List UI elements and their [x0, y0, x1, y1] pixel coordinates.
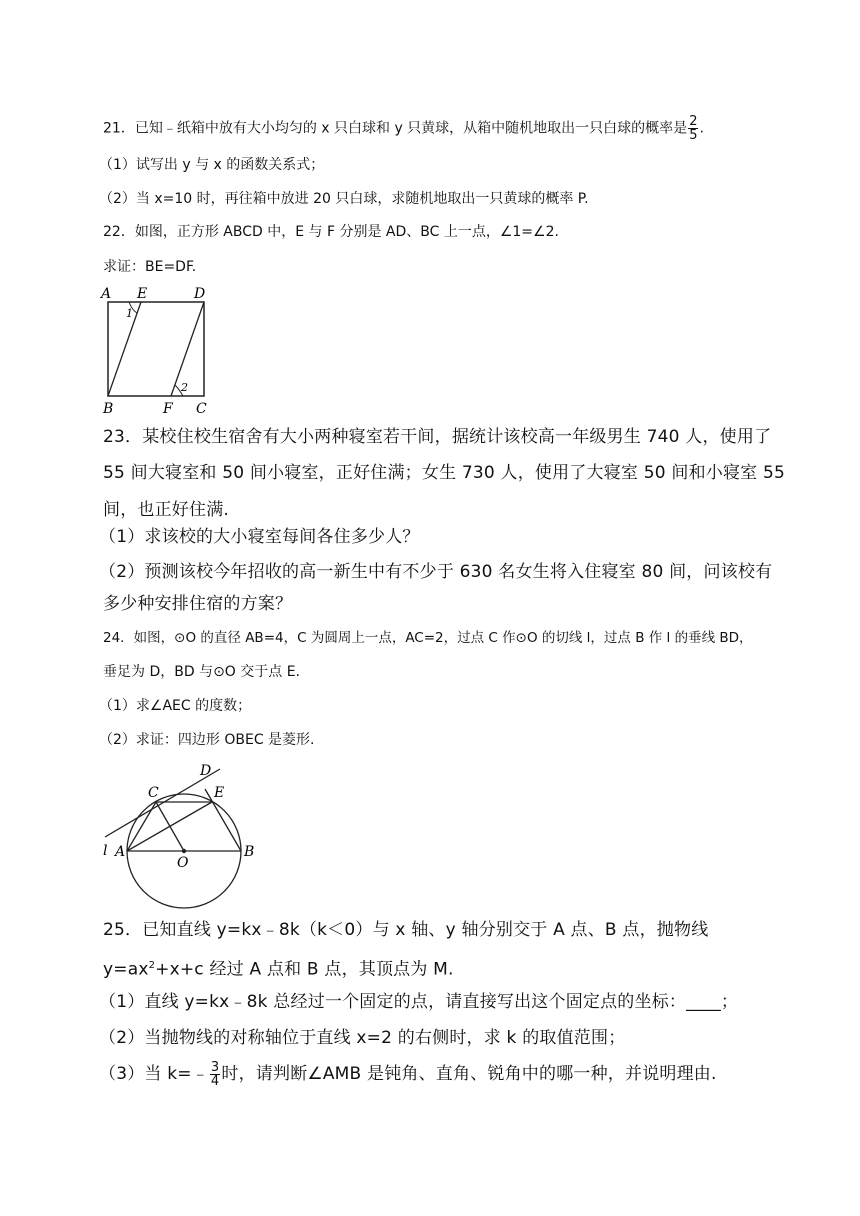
q23-part-2b: 多少种安排住宿的方案？ [103, 594, 293, 614]
label-e: E [214, 785, 225, 801]
segment-ae [127, 802, 212, 851]
label-d: D [200, 763, 212, 779]
q24-line-1: 24．如图，⊙O 的直径 AB=4，C 为圆周上一点，AC=2，过点 C 作⊙O 的切线 l，过点 B 作 l 的垂线 BD， [103, 630, 753, 646]
q24-line-2: 垂足为 D，BD 与⊙O 交于点 E. [103, 664, 301, 680]
label-c: C [148, 785, 159, 801]
q25-fraction-numerator: 3 [210, 1059, 220, 1075]
label-f: F [163, 401, 173, 417]
q25-line-2 [103, 956, 454, 980]
label-angle-2: 2 [181, 381, 188, 394]
label-e: E [137, 286, 148, 302]
q24-part-1: （1）求∠AEC 的度数； [99, 698, 252, 714]
q25-part-1: （1）直线 y=kx﹣8k 总经过一个固定的点，请直接写出这个固定点的坐标：____； [99, 992, 739, 1012]
segment-ac [127, 802, 156, 851]
q21-part-1: （1）试写出 y 与 x 的函数关系式； [99, 157, 325, 173]
q25-line-2-b: +x+c 经过 A 点和 B 点，其顶点为 M. [155, 959, 454, 980]
label-b: B [103, 401, 114, 417]
label-d: D [194, 286, 206, 302]
label-c: C [196, 401, 207, 417]
q23-line-1: 23．某校住校生宿舍有大小两种寝室若干间，据统计该校高一年级男生 740 人，使用了 [103, 427, 772, 447]
q22-stem: 22．如图，正方形 ABCD 中，E 与 F 分别是 AD、BC 上一点，∠1=∠2. [103, 224, 559, 240]
q25-part-3-a: （3）当 k=﹣ [99, 1064, 209, 1084]
q21-stem-text: 21．已知﹣纸箱中放有大小均匀的 x 只白球和 y 只黄球，从箱中随机地取出一只白球的概率是 [103, 120, 688, 137]
label-b: B [244, 844, 255, 860]
label-l: l [103, 843, 108, 859]
q21-stem [103, 115, 704, 142]
label-a: A [101, 286, 112, 302]
q25-part-2: （2）当抛物线的对称轴位于直线 x=2 的右侧时，求 k 的取值范围； [99, 1028, 626, 1048]
q22-square-figure [95, 283, 225, 418]
q25-part-3-b: 时，请判断∠AMB 是钝角、直角、锐角中的哪一种，并说明理由. [221, 1064, 717, 1084]
q25-fraction [210, 1061, 220, 1088]
q25-exponent: 2 [148, 960, 156, 971]
q21-stem-end: . [699, 120, 704, 137]
q23-line-3: 间，也正好住满. [103, 500, 230, 520]
q21-fraction-denominator: 5 [689, 128, 698, 143]
q21-fraction [688, 115, 698, 142]
q24-circle-figure [100, 757, 265, 912]
label-a: A [115, 844, 126, 860]
q23-line-2: 55 间大寝室和 50 间小寝室，正好住满；女生 730 人，使用了大寝室 50 间和小寝室 55 [103, 463, 786, 483]
label-o: O [177, 855, 189, 871]
q25-fraction-denominator: 4 [210, 1073, 220, 1089]
q23-part-1: （1）求该校的大小寝室每间各住多少人？ [99, 527, 420, 547]
center-point-o [182, 849, 186, 853]
q24-part-2: （2）求证：四边形 OBEC 是菱形. [99, 732, 315, 748]
label-angle-1: 1 [126, 307, 133, 320]
q25-line-2-a: y=ax [103, 959, 149, 980]
q21-part-2: （2）当 x=10 时，再往箱中放进 20 只白球，求随机地取出一只黄球的概率 P. [99, 191, 589, 207]
square-abcd [108, 302, 204, 396]
q23-part-2a: （2）预测该校今年招收的高一新生中有不少于 630 名女生将入住寝室 80 间，问该校有 [99, 562, 773, 582]
tangent-line-l [105, 769, 220, 837]
segment-be [108, 302, 141, 396]
q21-fraction-numerator: 2 [689, 114, 698, 129]
q22-prove: 求证：BE=DF. [103, 259, 197, 275]
q25-line-1: 25．已知直线 y=kx﹣8k（k＜0）与 x 轴、y 轴分别交于 A 点、B 点，抛物线 [103, 920, 709, 940]
q25-part-3 [99, 1060, 717, 1088]
